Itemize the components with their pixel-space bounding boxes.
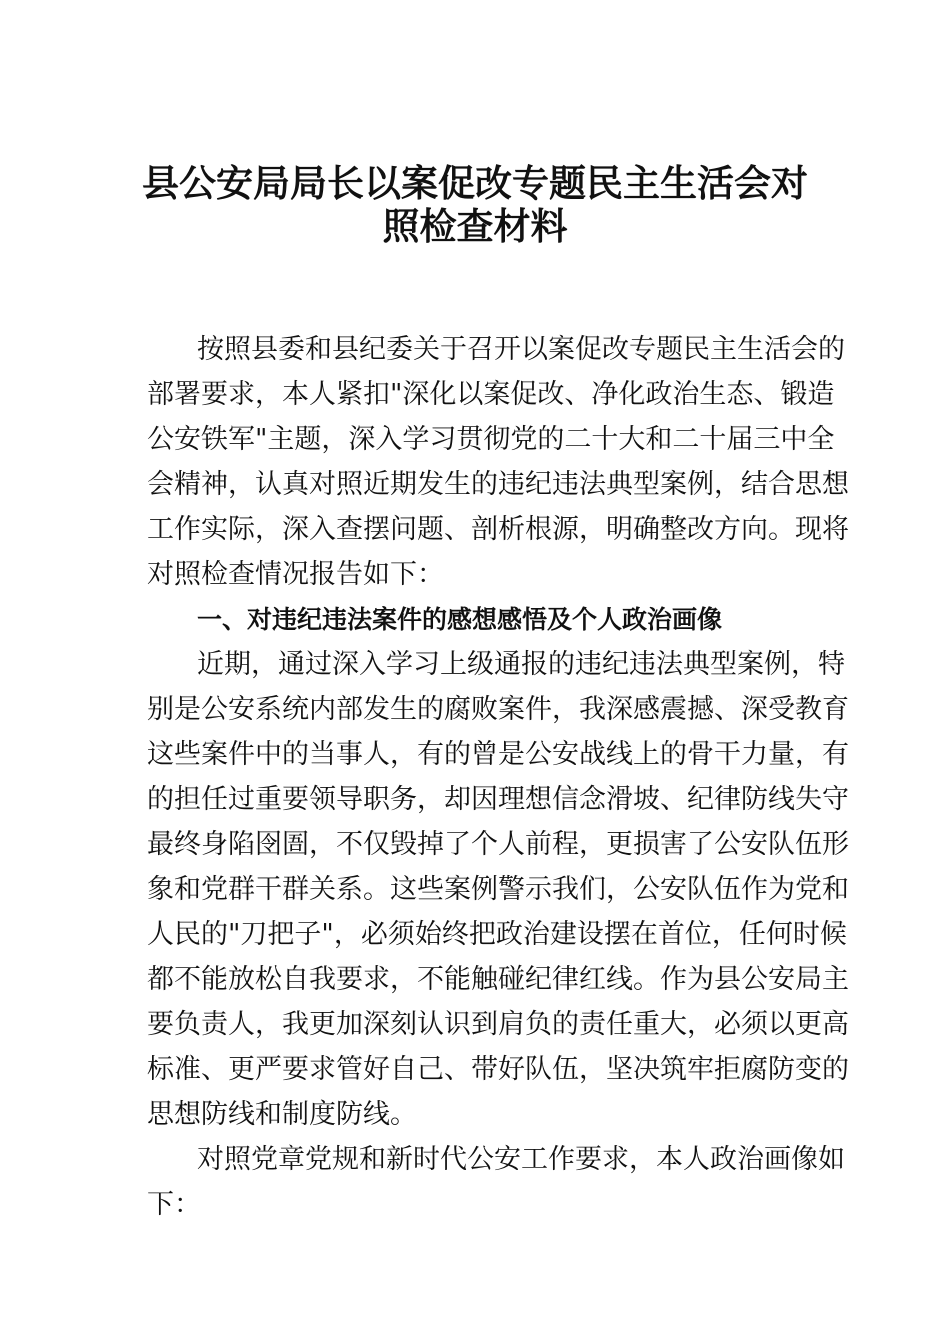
paragraph-line: 近期，通过深入学习上级通报的违纪违法典型案例，特	[197, 649, 845, 680]
paragraph-line: 别是公安系统内部发生的腐败案件，我深感震撼、深受教育	[147, 694, 849, 725]
paragraph-line: 会精神，认真对照近期发生的违纪违法典型案例，结合思想	[147, 469, 849, 500]
paragraph	[147, 327, 849, 597]
paragraph-line: 人民的"刀把子"，必须始终把政治建设摆在首位，任何时候	[147, 919, 847, 950]
paragraph-line: 都不能放松自我要求，不能触碰纪律红线。作为县公安局主	[147, 964, 849, 995]
paragraph-line: 思想防线和制度防线。	[147, 1099, 417, 1130]
paragraph-line: 这些案件中的当事人，有的曾是公安战线上的骨干力量，有	[147, 739, 849, 770]
document-title	[0, 162, 950, 248]
paragraph-line: 最终身陷囹圄，不仅毁掉了个人前程，更损害了公安队伍形	[147, 829, 849, 860]
paragraph-line: 对照党章党规和新时代公安工作要求，本人政治画像如	[197, 1144, 845, 1175]
paragraph-line: 对照检查情况报告如下：	[147, 559, 444, 590]
paragraph-line: 按照县委和县纪委关于召开以案促改专题民主生活会的	[197, 334, 845, 365]
title-line-1: 县公安局局长以案促改专题民主生活会对	[142, 161, 808, 205]
paragraph	[147, 1137, 845, 1227]
section-heading-block	[147, 597, 807, 642]
paragraph-line: 公安铁军"主题，深入学习贯彻党的二十大和二十届三中全	[147, 424, 835, 455]
paragraph-line: 要负责人，我更加深刻认识到肩负的责任重大，必须以更高	[147, 1009, 849, 1040]
paragraph-line: 工作实际，深入查摆问题、剖析根源，明确整改方向。现将	[147, 514, 849, 545]
document-body	[147, 327, 849, 1227]
paragraph-line: 部署要求，本人紧扣"深化以案促改、净化政治生态、锻造	[147, 379, 835, 410]
paragraph-line: 下：	[147, 1189, 201, 1220]
paragraph-line: 的担任过重要领导职务，却因理想信念滑坡、纪律防线失守	[147, 784, 849, 815]
title-line-2: 照检查材料	[382, 204, 568, 248]
paragraph-line: 标准、更严要求管好自己、带好队伍，坚决筑牢拒腐防变的	[147, 1054, 849, 1085]
paragraph	[147, 642, 849, 1137]
paragraph-line: 象和党群干群关系。这些案例警示我们，公安队伍作为党和	[147, 874, 849, 905]
section-heading: 一、对违纪违法案件的感想感悟及个人政治画像	[197, 605, 723, 634]
